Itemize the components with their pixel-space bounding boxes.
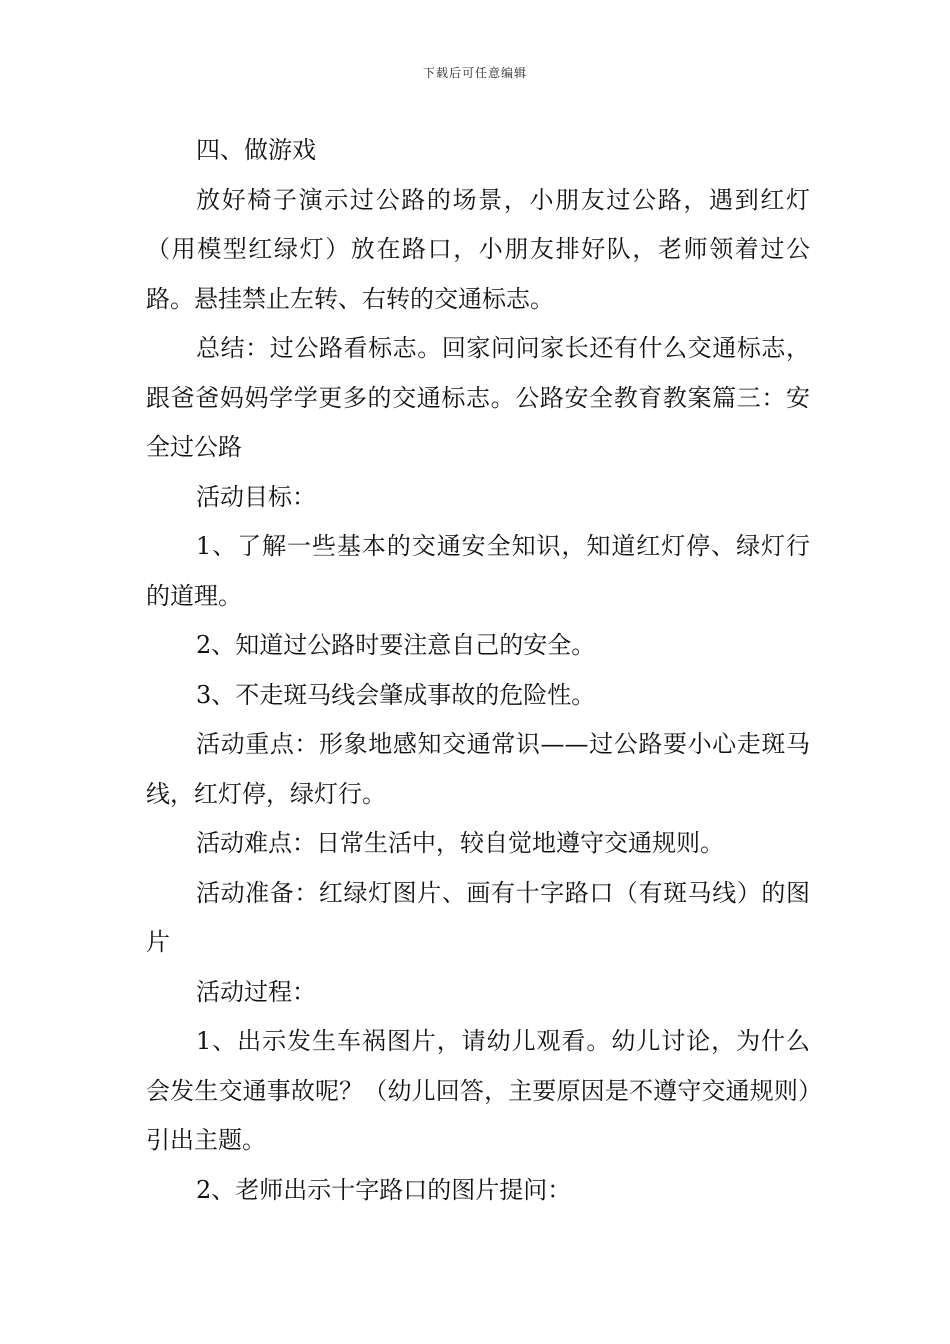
heading-activity-goals: 活动目标： — [196, 482, 316, 511]
process-step-2: 2、老师出示十字路口的图片提问： — [196, 1175, 572, 1204]
heading-activity-process: 活动过程： — [196, 977, 316, 1006]
document-body — [146, 126, 810, 1215]
goal-item-3: 3、不走斑马线会肇成事故的危险性。 — [196, 680, 596, 709]
paragraph-difficulties: 活动难点：日常生活中，较自觉地遵守交通规则。 — [196, 829, 724, 857]
paragraph-summary: 总结：过公路看标志。回家问问家长还有什么交通标志，跟爸爸妈妈学学更多的交通标志。公路安全教育教案篇三：安全过公路 — [146, 334, 810, 461]
goal-item-1: 1、了解一些基本的交通安全知识，知道红灯停、绿灯行的道理。 — [146, 532, 810, 610]
section-heading-game: 四、做游戏 — [196, 136, 316, 164]
paragraph-game-description: 放好椅子演示过公路的场景，小朋友过公路，遇到红灯（用模型红绿灯）放在路口，小朋友排好队，老师领着过公路。悬挂禁止左转、右转的交通标志。 — [146, 185, 810, 313]
paragraph-preparation: 活动准备：红绿灯图片、画有十字路口（有斑马线）的图片 — [146, 878, 810, 956]
paragraph-key-points: 活动重点：形象地感知交通常识——过公路要小心走斑马线，红灯停，绿灯行。 — [146, 730, 810, 808]
goal-item-2: 2、知道过公路时要注意自己的安全。 — [196, 631, 596, 659]
process-step-1: 1、出示发生车祸图片，请幼儿观看。幼儿讨论，为什么会发生交通事故呢？（幼儿回答，主要原因是不遵守交通规则）引出主题。 — [146, 1027, 810, 1154]
page-header: 下载后可任意编辑 — [422, 66, 527, 80]
